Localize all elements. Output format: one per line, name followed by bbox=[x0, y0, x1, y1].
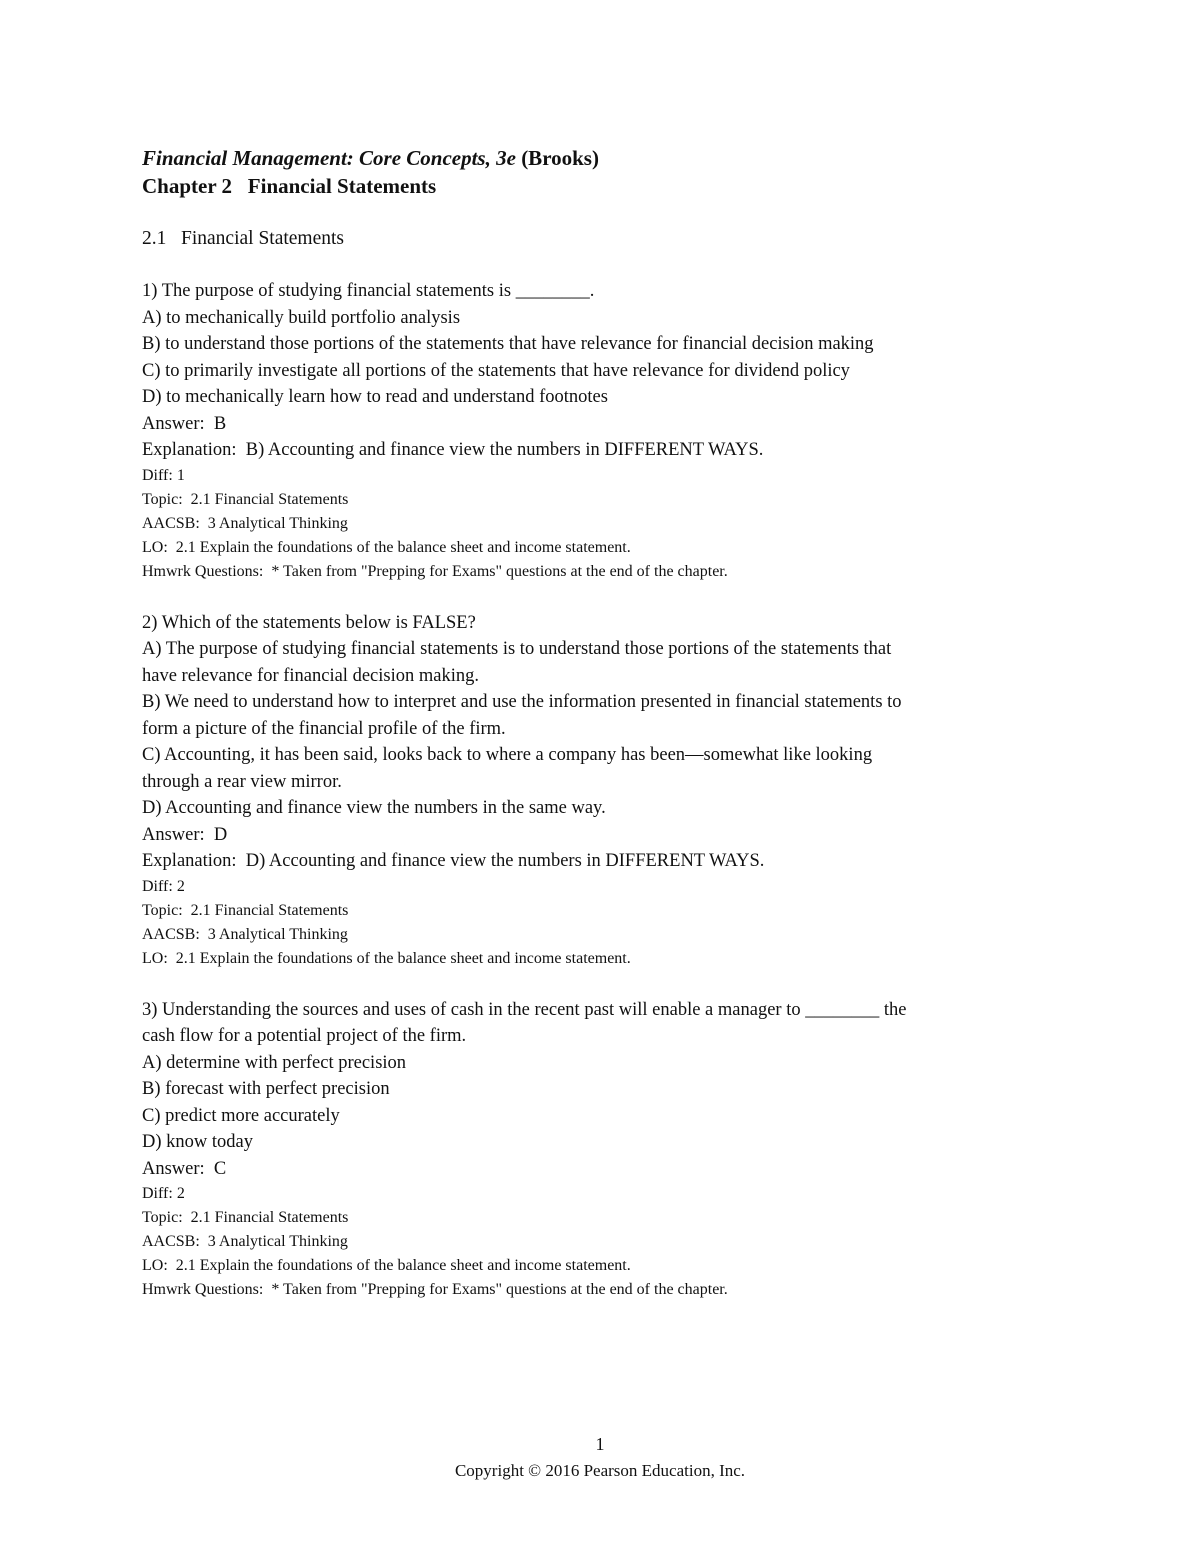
difficulty: Diff: 2 bbox=[142, 877, 185, 895]
question-stem-line: 2) Which of the statements below is FALSE? bbox=[142, 612, 476, 633]
explanation: Explanation: D) Accounting and finance view the numbers in DIFFERENT WAYS. bbox=[142, 851, 765, 871]
book-title-author: (Brooks) bbox=[515, 146, 599, 170]
difficulty: Diff: 1 bbox=[142, 466, 185, 484]
option-b: B) We need to understand how to interpret and use the information presented in financial statements to bbox=[142, 692, 902, 712]
option-c-continued: through a rear view mirror. bbox=[142, 771, 342, 792]
learning-objective: LO: 2.1 Explain the foundations of the balance sheet and income statement. bbox=[142, 1257, 631, 1274]
question-stem-line-continued: cash flow for a potential project of the firm. bbox=[142, 1026, 467, 1046]
question-stem-line: 3) Understanding the sources and uses of cash in the recent past will enable a manager to ________ the bbox=[142, 999, 907, 1020]
option-a: A) to mechanically build portfolio analysis bbox=[142, 307, 461, 328]
question-3 bbox=[142, 997, 1062, 1303]
aacsb: AACSB: 3 Analytical Thinking bbox=[142, 1233, 348, 1250]
learning-objective: LO: 2.1 Explain the foundations of the balance sheet and income statement. bbox=[142, 538, 631, 556]
answer: Answer: D bbox=[142, 824, 228, 845]
topic: Topic: 2.1 Financial Statements bbox=[142, 1209, 349, 1226]
explanation: Explanation: B) Accounting and finance view the numbers in DIFFERENT WAYS. bbox=[142, 440, 764, 460]
option-b: B) to understand those portions of the statements that have relevance for financial decision making bbox=[142, 334, 874, 354]
option-d: D) Accounting and finance view the numbers in the same way. bbox=[142, 798, 606, 818]
option-c: C) to primarily investigate all portions of the statements that have relevance for dividend policy bbox=[142, 360, 850, 381]
book-title-italic: Financial Management: Core Concepts, 3e bbox=[142, 146, 516, 170]
option-a-continued: have relevance for financial decision making. bbox=[142, 665, 479, 686]
book-title bbox=[142, 144, 1062, 172]
topic: Topic: 2.1 Financial Statements bbox=[142, 490, 349, 508]
section-title: 2.1 Financial Statements bbox=[142, 228, 345, 249]
page-content bbox=[142, 144, 1062, 1302]
option-c: C) Accounting, it has been said, looks back to where a company has been—somewhat like looking bbox=[142, 745, 873, 765]
answer: Answer: C bbox=[142, 1158, 227, 1179]
question-2 bbox=[142, 610, 1062, 971]
question-1 bbox=[142, 278, 1062, 584]
option-b: B) forecast with perfect precision bbox=[142, 1079, 390, 1099]
difficulty: Diff: 2 bbox=[142, 1185, 185, 1202]
aacsb: AACSB: 3 Analytical Thinking bbox=[142, 514, 348, 532]
option-d: D) know today bbox=[142, 1132, 253, 1152]
topic: Topic: 2.1 Financial Statements bbox=[142, 901, 349, 919]
option-a: A) determine with perfect precision bbox=[142, 1052, 407, 1073]
option-d: D) to mechanically learn how to read and understand footnotes bbox=[142, 387, 608, 407]
copyright-notice: Copyright © 2016 Pearson Education, Inc. bbox=[454, 1461, 746, 1480]
answer: Answer: B bbox=[142, 413, 227, 434]
chapter-title: Chapter 2 Financial Statements bbox=[142, 174, 437, 198]
aacsb: AACSB: 3 Analytical Thinking bbox=[142, 925, 348, 943]
homework-note: Hmwrk Questions: * Taken from "Prepping for Exams" questions at the end of the chapter. bbox=[142, 562, 728, 580]
option-b-continued: form a picture of the financial profile of the firm. bbox=[142, 718, 506, 739]
option-c: C) predict more accurately bbox=[142, 1105, 340, 1126]
learning-objective: LO: 2.1 Explain the foundations of the balance sheet and income statement. bbox=[142, 949, 631, 967]
option-a: A) The purpose of studying financial statements is to understand those portions of the statements that bbox=[142, 639, 892, 659]
question-stem-line: 1) The purpose of studying financial statements is ________. bbox=[142, 281, 595, 301]
homework-note: Hmwrk Questions: * Taken from "Prepping for Exams" questions at the end of the chapter. bbox=[142, 1281, 728, 1298]
page-number: 1 bbox=[595, 1434, 605, 1454]
